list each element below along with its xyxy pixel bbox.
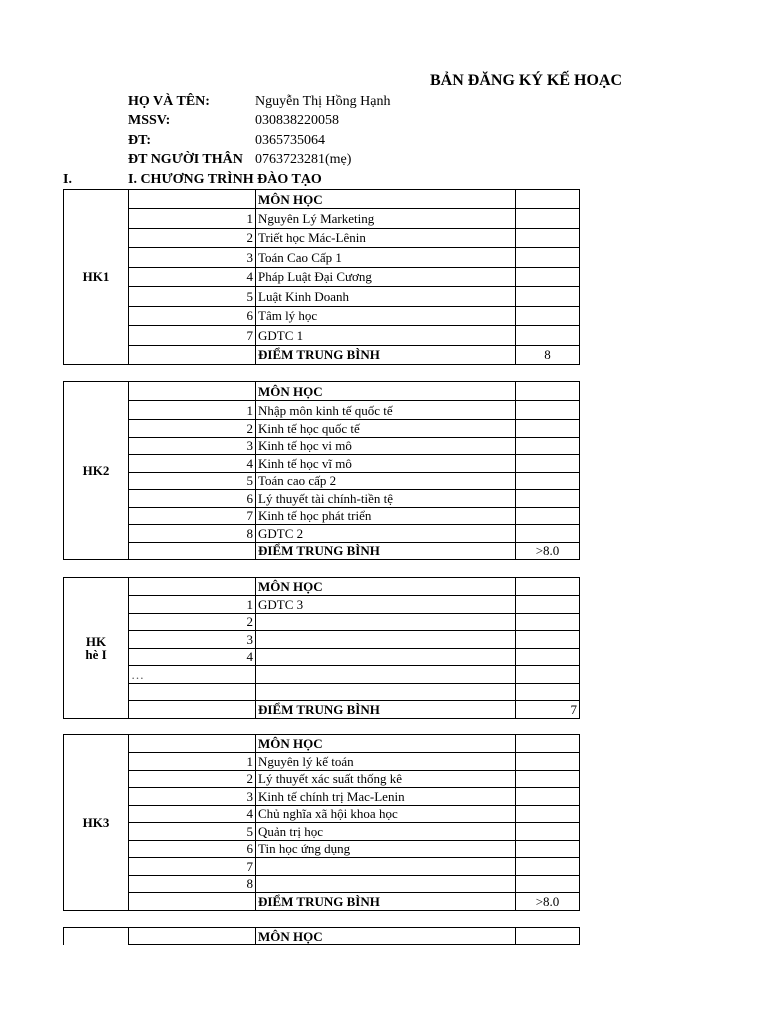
relative-phone-value: 0763723281(mẹ) [255, 152, 352, 167]
table-row: 4 Chủ nghĩa xã hội khoa học [64, 805, 580, 823]
document-title: BẢN ĐĂNG KÝ KẾ HOẠC [430, 72, 623, 89]
average-value: >8.0 [516, 542, 580, 560]
semester-table-hk3 [63, 734, 580, 911]
average-value: 7 [516, 701, 580, 719]
average-label: ĐIỂM TRUNG BÌNH [256, 542, 516, 560]
subject-name: Tin học ứng dụng [256, 840, 516, 858]
subject-name: Luật Kinh Doanh [256, 287, 516, 307]
table-row: 4 Pháp Luật Đại Cương [64, 267, 580, 287]
average-value: >8.0 [516, 893, 580, 911]
table-row: 2 Triết học Mác-Lênin [64, 228, 580, 248]
name-label: HỌ VÀ TÊN: [128, 94, 210, 109]
table-header-row [64, 928, 580, 945]
subject-name: Quản trị học [256, 823, 516, 841]
subject-name: Triết học Mác-Lênin [256, 228, 516, 248]
table-row: 2 Lý thuyết xác suất thống kê [64, 770, 580, 788]
semester-label-line2: hè I [85, 646, 107, 662]
table-row: 3 Kinh tế chính trị Mac-Lenin [64, 788, 580, 806]
table-row: 1 GDTC 3 [64, 596, 580, 614]
table-row: 1 Nguyên lý kế toán [64, 753, 580, 771]
table-row [64, 666, 580, 684]
subject-name: Nguyên Lý Marketing [256, 209, 516, 229]
table-row: 8 GDTC 2 [64, 525, 580, 543]
semester-table-hk2 [63, 381, 580, 560]
subject-name [256, 875, 516, 893]
semester-label: HK3 [64, 735, 129, 911]
subject-name: Lý thuyết xác suất thống kê [256, 770, 516, 788]
table-row: 1 Nhập môn kinh tế quốc tế [64, 401, 580, 420]
semester-label-line1: HK [85, 633, 107, 649]
mssv-label: MSSV: [128, 113, 171, 128]
phone-label: ĐT: [128, 133, 152, 148]
table-row: 7 [64, 858, 580, 876]
subject-name [256, 648, 516, 666]
table-row: 1 Nguyên Lý Marketing [64, 209, 580, 229]
subject-name [256, 683, 516, 701]
subject-name: GDTC 2 [256, 525, 516, 543]
table-row: 4 Kinh tế học vĩ mô [64, 455, 580, 473]
subject-name: Tâm lý học [256, 306, 516, 326]
subject-name: GDTC 3 [256, 596, 516, 614]
semester-label: HK1 [64, 190, 129, 365]
table-row: 5 Toán cao cấp 2 [64, 472, 580, 490]
semester-label [64, 578, 129, 719]
table-row: 3 Kinh tế học vi mô [64, 437, 580, 455]
subject-name: Nguyên lý kế toán [256, 753, 516, 771]
table-row: 2 Kinh tế học quốc tế [64, 420, 580, 438]
table-row [64, 683, 580, 701]
subject-name: Toán Cao Cấp 1 [256, 248, 516, 268]
subject-name: Toán cao cấp 2 [256, 472, 516, 490]
average-label: ĐIỂM TRUNG BÌNH [256, 345, 516, 364]
subject-header: MÔN HỌC [256, 735, 516, 753]
subject-name: Kinh tế học phát triển [256, 507, 516, 525]
subject-name [256, 631, 516, 649]
table-row: 5 Quản trị học [64, 823, 580, 841]
subject-name: Kinh tế học vĩ mô [256, 455, 516, 473]
subject-name [256, 858, 516, 876]
subject-name: Nhập môn kinh tế quốc tế [256, 401, 516, 420]
table-row: 4 [64, 648, 580, 666]
subject-name: Pháp Luật Đại Cương [256, 267, 516, 287]
name-value: Nguyễn Thị Hồng Hạnh [255, 94, 391, 109]
table-row: 3 [64, 631, 580, 649]
subject-header: MÔN HỌC [256, 190, 516, 209]
average-row [64, 542, 580, 560]
subject-header: MÔN HỌC [256, 578, 516, 596]
mssv-value: 030838220058 [255, 113, 339, 128]
table-header-row [64, 382, 580, 401]
semester-table-hk1 [63, 189, 580, 365]
table-header-row [64, 190, 580, 209]
subject-name: Chủ nghĩa xã hội khoa học [256, 805, 516, 823]
average-label: ĐIỂM TRUNG BÌNH [256, 701, 516, 719]
table-row: 2 [64, 613, 580, 631]
average-row [64, 345, 580, 364]
phone-value: 0365735064 [255, 133, 325, 148]
table-row: 6 Tâm lý học [64, 306, 580, 326]
subject-name: GDTC 1 [256, 326, 516, 346]
semester-table-next [63, 927, 580, 945]
table-row: 7 GDTC 1 [64, 326, 580, 346]
table-header-row [64, 578, 580, 596]
table-row: 8 [64, 875, 580, 893]
table-row: 6 Lý thuyết tài chính-tiền tệ [64, 490, 580, 508]
average-value: 8 [516, 345, 580, 364]
subject-header: MÔN HỌC [256, 382, 516, 401]
subject-name: Kinh tế học quốc tế [256, 420, 516, 438]
subject-header: MÔN HỌC [256, 928, 516, 945]
table-row: 7 Kinh tế học phát triển [64, 507, 580, 525]
average-label: ĐIỂM TRUNG BÌNH [256, 893, 516, 911]
subject-name [256, 666, 516, 684]
average-row [64, 893, 580, 911]
average-row [64, 701, 580, 719]
subject-name: Kinh tế học vi mô [256, 437, 516, 455]
semester-label: HK2 [64, 382, 129, 560]
table-row: 3 Toán Cao Cấp 1 [64, 248, 580, 268]
subject-name: Kinh tế chính trị Mac-Lenin [256, 788, 516, 806]
table-row: 5 Luật Kinh Doanh [64, 287, 580, 307]
table-header-row [64, 735, 580, 753]
subject-name: Lý thuyết tài chính-tiền tệ [256, 490, 516, 508]
relative-phone-label: ĐT NGƯỜI THÂN [128, 152, 243, 167]
semester-table-summer-1 [63, 577, 580, 719]
subject-name [256, 613, 516, 631]
section-number: I. [63, 172, 72, 187]
table-row: 6 Tin học ứng dụng [64, 840, 580, 858]
ellipsis-marker: … [129, 666, 256, 684]
section-title: I. CHƯƠNG TRÌNH ĐÀO TẠO [128, 172, 322, 187]
